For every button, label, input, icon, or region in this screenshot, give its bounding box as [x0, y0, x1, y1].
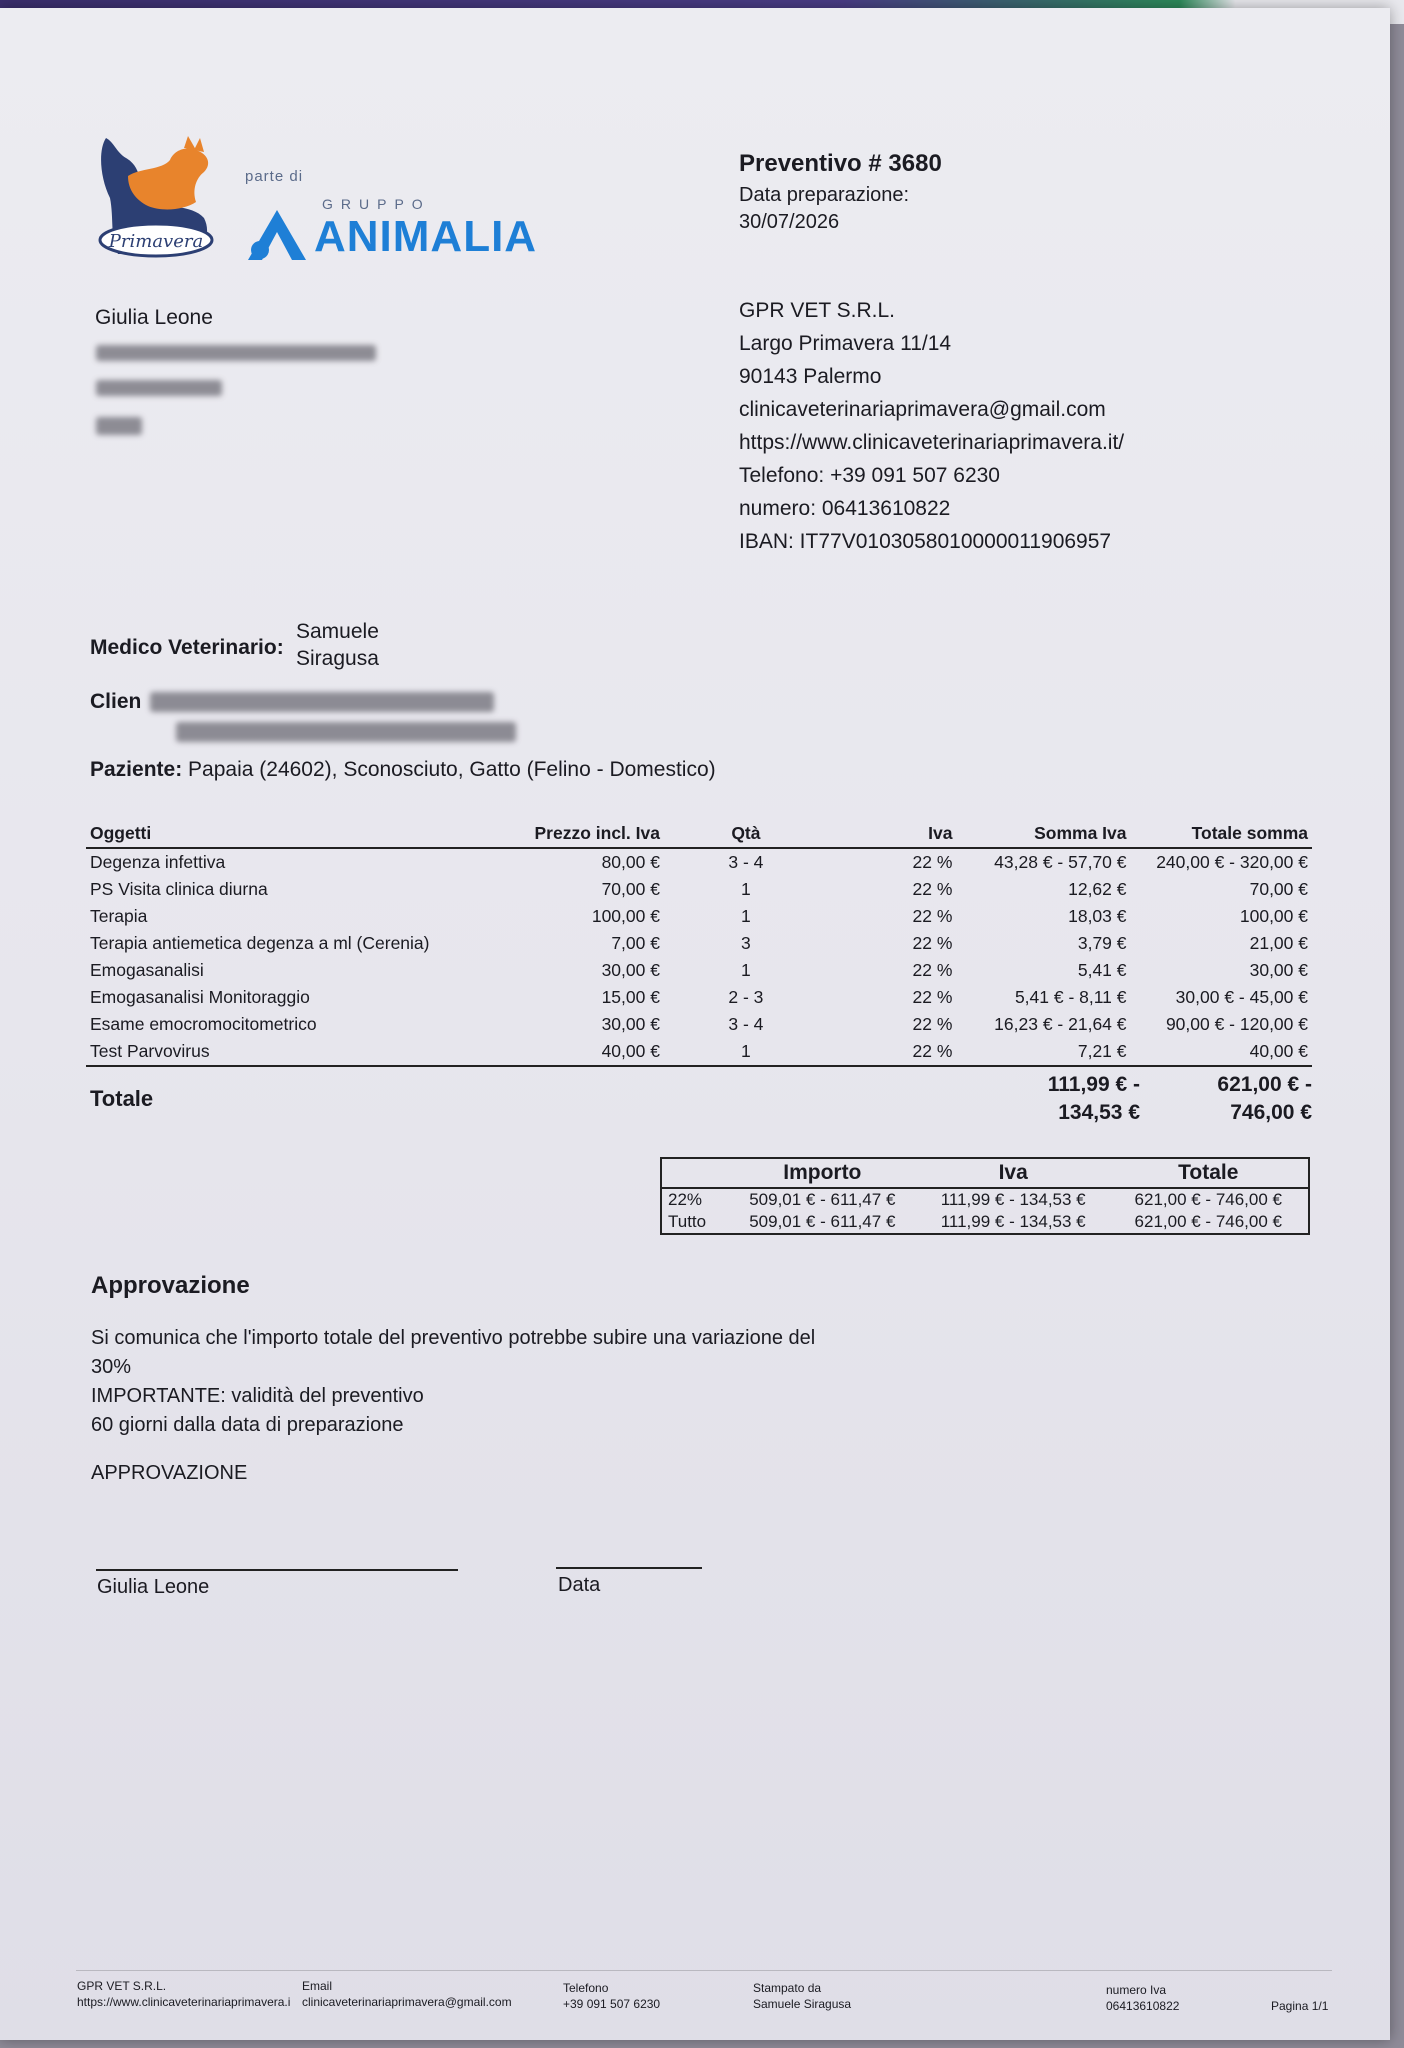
footer-phone-block	[563, 1980, 660, 2012]
company-address: Largo Primavera 11/14	[739, 332, 952, 355]
table-row	[86, 957, 1312, 984]
gruppo-label: GRUPPO	[322, 196, 431, 212]
footer-email[interactable]: clinicaveterinariaprimavera@gmail.com	[302, 1995, 512, 2009]
footer-email-block	[302, 1978, 332, 1994]
approval-line-1: Si comunica che l'importo totale del preventivo potrebbe subire una variazione del	[91, 1327, 816, 1349]
company-phone: Telefono: +39 091 507 6230	[739, 464, 1000, 487]
vet-label: Medico Veterinario:	[90, 636, 284, 659]
approval-title: Approvazione	[91, 1272, 250, 1299]
vet-name	[296, 618, 379, 672]
date-line	[556, 1567, 702, 1569]
company-iban: IBAN: IT77V0103058010000011906957	[739, 530, 1112, 553]
footer-printed-label: Stampato da	[753, 1981, 822, 1995]
item-iva-sum: 7,21 €	[956, 1038, 1130, 1066]
item-iva: 22 %	[912, 987, 953, 1007]
total-sum	[1160, 1071, 1312, 1127]
vet-first-name: Samuele	[296, 620, 379, 643]
vat-col-totale: Totale	[1109, 1158, 1309, 1188]
footer-company	[77, 1978, 290, 2010]
redacted-city	[96, 380, 222, 396]
quote-document	[0, 8, 1390, 2040]
animalia-logo	[246, 208, 537, 262]
item-total: 70,00 €	[1249, 879, 1308, 899]
table-row	[86, 876, 1312, 903]
item-qty: 1	[664, 1038, 828, 1066]
quote-date-label: Data preparazione:	[739, 184, 910, 206]
company-name: GPR VET S.R.L.	[739, 299, 895, 322]
item-name: Terapia	[90, 906, 148, 926]
item-name: Emogasanalisi Monitoraggio	[90, 987, 310, 1007]
animalia-a-icon	[246, 208, 308, 262]
item-price: 30,00 €	[601, 1014, 660, 1034]
quote-title: Preventivo # 3680	[739, 150, 942, 177]
clinic-logo-icon	[92, 120, 220, 262]
company-email[interactable]: clinicaveterinariaprimavera@gmail.com	[739, 398, 1106, 421]
date-label: Data	[558, 1574, 601, 1596]
total-label: Totale	[90, 1086, 154, 1111]
table-row	[661, 1211, 1309, 1234]
approval-line-4: 60 giorni dalla data di preparazione	[91, 1414, 404, 1436]
company-website[interactable]: https://www.clinicaveterinariaprimavera.it/	[739, 431, 1125, 454]
vat-iva: 111,99 € - 134,53 €	[940, 1212, 1086, 1231]
item-price: 30,00 €	[601, 960, 660, 980]
vat-summary-table	[660, 1157, 1310, 1235]
redacted-client-line1	[150, 692, 494, 712]
footer-printed-by: Samuele Siragusa	[753, 1997, 852, 2011]
footer-vat-label: numero Iva	[1106, 1983, 1167, 1997]
table-row	[86, 930, 1312, 957]
signer-name: Giulia Leone	[97, 1576, 210, 1598]
item-qty: 1	[741, 879, 751, 899]
item-iva: 22 %	[912, 960, 953, 980]
vat-col-rate	[661, 1158, 727, 1188]
total-iva-min: 111,99 € -	[1047, 1073, 1140, 1096]
table-row	[661, 1188, 1309, 1211]
item-iva: 22 %	[912, 906, 953, 926]
item-iva-sum: 16,23 € - 21,64 €	[994, 1014, 1127, 1034]
item-price: 15,00 €	[601, 987, 660, 1007]
item-iva-sum: 43,28 € - 57,70 €	[994, 852, 1127, 872]
approval-line-2: 30%	[91, 1356, 132, 1378]
item-qty: 1	[741, 906, 751, 926]
total-sum-max: 746,00 €	[1230, 1101, 1312, 1124]
item-price: 70,00 €	[601, 879, 660, 899]
company-city: 90143 Palermo	[739, 365, 882, 388]
item-price: 7,00 €	[611, 933, 660, 953]
vat-rate: 22%	[668, 1190, 703, 1209]
quote-date: 30/07/2026	[739, 211, 840, 233]
col-iva: Iva	[828, 820, 957, 848]
item-total: 40,00 €	[1131, 1038, 1313, 1066]
table-row	[86, 984, 1312, 1011]
item-total: 100,00 €	[1239, 906, 1308, 926]
item-qty: 2 - 3	[728, 987, 764, 1007]
table-row	[86, 848, 1312, 876]
item-qty: 3 - 4	[728, 1014, 764, 1034]
item-name: Emogasanalisi	[90, 960, 204, 980]
item-price: 100,00 €	[591, 906, 660, 926]
item-iva: 22 %	[828, 1038, 957, 1066]
vat-importo: 509,01 € - 611,47 €	[749, 1190, 896, 1209]
redacted-client-line2	[176, 722, 516, 742]
signature-line	[96, 1569, 458, 1571]
footer-printed-block	[753, 1980, 851, 2012]
item-iva-sum: 5,41 €	[1077, 960, 1127, 980]
svg-text:Primavera: Primavera	[108, 231, 204, 252]
footer-company-name: GPR VET S.R.L.	[77, 1979, 167, 1993]
company-info	[739, 294, 1124, 558]
item-iva: 22 %	[912, 852, 953, 872]
patient-line	[90, 758, 716, 782]
redacted-address	[96, 345, 376, 361]
vat-iva: 111,99 € - 134,53 €	[940, 1190, 1086, 1209]
table-row	[86, 903, 1312, 930]
approval-line-3: IMPORTANTE: validità del preventivo	[91, 1385, 424, 1407]
col-qta: Qtà	[664, 820, 828, 848]
item-iva: 22 %	[912, 1014, 953, 1034]
item-total: 30,00 €	[1249, 960, 1308, 980]
col-totale-somma: Totale somma	[1131, 820, 1313, 848]
footer-email-label: Email	[302, 1979, 333, 1993]
item-name: Degenza infettiva	[90, 852, 226, 872]
item-iva-sum: 12,62 €	[1068, 879, 1127, 899]
item-total: 21,00 €	[1249, 933, 1308, 953]
item-total: 90,00 € - 120,00 €	[1165, 1014, 1308, 1034]
footer-phone: +39 091 507 6230	[563, 1997, 661, 2011]
total-sum-min: 621,00 € -	[1217, 1073, 1312, 1096]
table-row	[86, 1011, 1312, 1038]
item-qty: 3	[741, 933, 751, 953]
approval-text	[91, 1324, 891, 1440]
item-name: Esame emocromocitometrico	[90, 1014, 317, 1034]
item-total: 30,00 € - 45,00 €	[1175, 987, 1308, 1007]
vat-totale: 621,00 € - 746,00 €	[1134, 1212, 1282, 1231]
item-iva: 22 %	[912, 933, 953, 953]
client-name: Giulia Leone	[95, 306, 213, 329]
table-row	[86, 1038, 1312, 1066]
redacted-code	[96, 417, 142, 435]
col-prezzo: Prezzo incl. Iva	[515, 820, 664, 848]
vat-col-iva: Iva	[918, 1158, 1109, 1188]
vat-col-importo: Importo	[727, 1158, 918, 1188]
col-oggetti: Oggetti	[86, 820, 515, 848]
item-iva-sum: 5,41 € - 8,11 €	[1014, 987, 1127, 1007]
item-name: Terapia antiemetica degenza a ml (Cerenia)	[90, 933, 430, 953]
total-iva	[1000, 1071, 1140, 1127]
item-total: 240,00 € - 320,00 €	[1156, 852, 1308, 872]
item-price: 80,00 €	[601, 852, 660, 872]
footer-website[interactable]: https://www.clinicaveterinariaprimavera.i	[77, 1995, 291, 2009]
item-price: 40,00 €	[515, 1038, 664, 1066]
item-qty: 1	[741, 960, 751, 980]
footer-vat-block	[1106, 1982, 1179, 2014]
animalia-wordmark: ANIMALIA	[314, 212, 538, 261]
vat-rate: Tutto	[668, 1212, 707, 1231]
item-iva-sum: 18,03 €	[1068, 906, 1127, 926]
items-table	[86, 820, 1312, 1067]
approval-heading: APPROVAZIONE	[91, 1462, 248, 1484]
item-iva-sum: 3,79 €	[1077, 933, 1127, 953]
item-name: PS Visita clinica diurna	[90, 879, 268, 899]
company-number: numero: 06413610822	[739, 497, 951, 520]
item-iva: 22 %	[912, 879, 953, 899]
item-name: Test Parvovirus	[86, 1038, 515, 1066]
footer-phone-label: Telefono	[563, 1981, 609, 1995]
vat-totale: 621,00 € - 746,00 €	[1134, 1190, 1282, 1209]
total-iva-max: 134,53 €	[1058, 1101, 1140, 1124]
patient-value: Papaia (24602), Sconosciuto, Gatto (Felino - Domestico)	[188, 758, 716, 781]
patient-label: Paziente:	[90, 758, 183, 781]
col-somma-iva: Somma Iva	[956, 820, 1130, 848]
vat-header-row	[661, 1158, 1309, 1188]
footer-divider	[76, 1970, 1332, 1971]
parte-di-label: parte di	[245, 168, 304, 185]
items-header-row	[86, 820, 1312, 848]
footer-vat: 06413610822	[1106, 1999, 1180, 2013]
vat-importo: 509,01 € - 611,47 €	[749, 1212, 896, 1231]
client-label: Clien	[90, 690, 142, 713]
footer-page-number: Pagina 1/1	[1271, 1999, 1329, 2013]
item-qty: 3 - 4	[728, 852, 764, 872]
vet-last-name: Siragusa	[296, 647, 379, 670]
